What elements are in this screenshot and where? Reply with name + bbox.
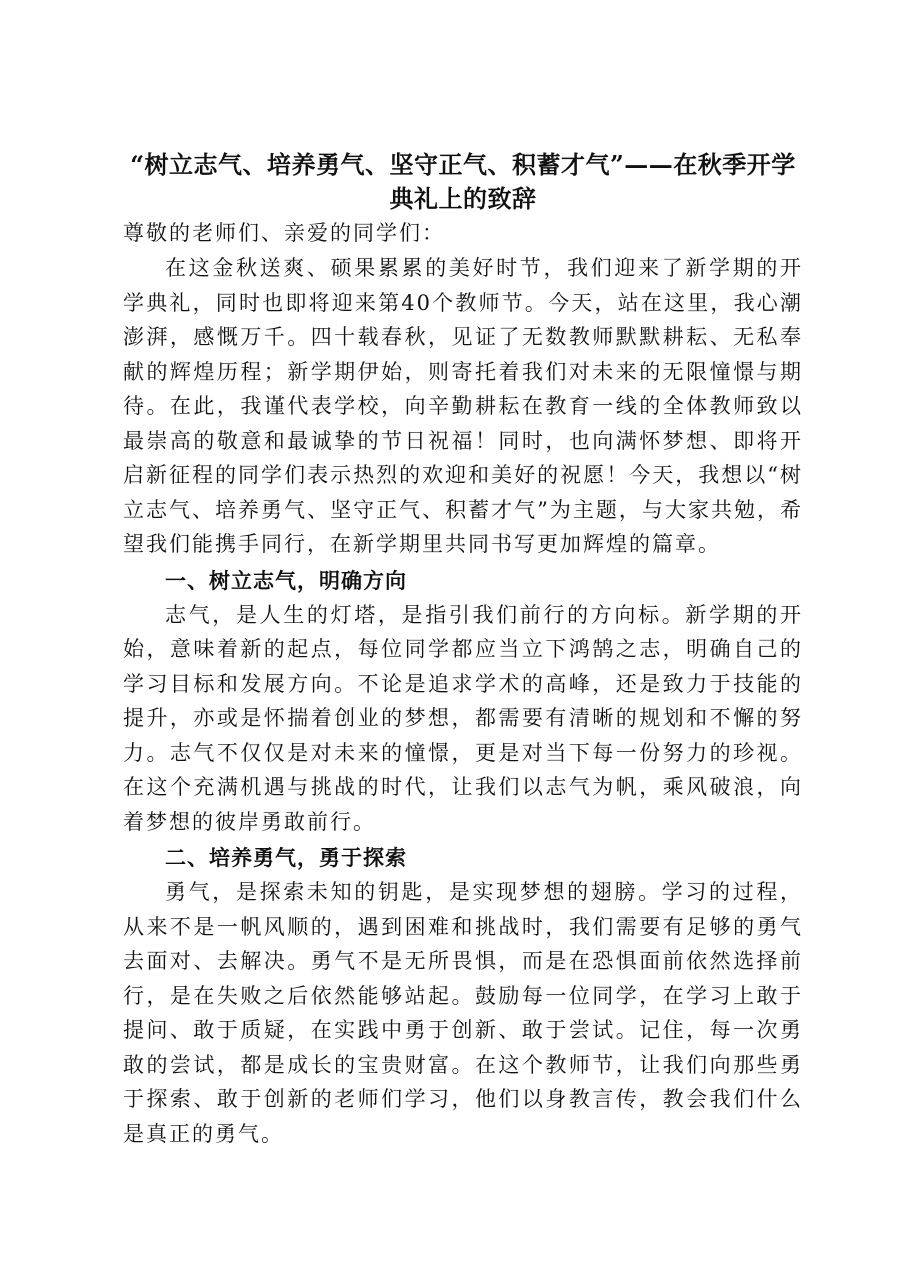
section-heading-2: 二、培养勇气，勇于探索 [165, 846, 407, 870]
section-2-paragraph: 勇气，是探索未知的钥匙，是实现梦想的翅膀。学习的过程，从来不是一帆风顺的，遇到困难和挑战时，我们需要有足够的勇气去面对、去解决。勇气不是无所畏惧，而是在恐惧面前依然选择前行，是在失败之后依然能够站起。鼓励每一位同学，在学习上敢于提问、敢于质疑，在实践中勇于创新、敢于尝试。记住，每一次勇敢的尝试，都是成长的宝贵财富。在这个教师节，让我们向那些勇于探索、敢于创新的老师们学习，他们以身教言传，教会我们什么是真正的勇气。 [123, 880, 803, 1146]
document-title: “树立志气、培养勇气、坚守正气、积蓄才气”——在秋季开学典礼上的致辞 [130, 150, 796, 213]
section-heading-1: 一、树立志气，明确方向 [165, 568, 407, 593]
intro-paragraph: 在这金秋送爽、硕果累累的美好时节，我们迎来了新学期的开学典礼，同时也即将迎来第40个教师节。今天，站在这里，我心潮澎湃，感慨万千。四十载春秋，见证了无数教师默默耕耘、无私奉献的辉煌历程；新学期伊始，则寄托着我们对未来的无限憧憬与期待。在此，我谨代表学校，向辛勤耕耘在教育一线的全体教师致以最崇高的敬意和最诚挚的节日祝福！同时，也向满怀梦想、即将开启新征程的同学们表示热烈的欢迎和美好的祝愿！今天，我想以“树立志气、培养勇气、坚守正气、积蓄才气”为主题，与大家共勉，希望我们能携手同行，在新学期里共同书写更加辉煌的篇章。 [123, 256, 803, 556]
document-body [123, 148, 803, 1151]
section-1-paragraph: 志气，是人生的灯塔，是指引我们前行的方向标。新学期的开始，意味着新的起点，每位同学都应当立下鸿鹄之志，明确自己的学习目标和发展方向。不论是追求学术的高峰，还是致力于技能的提升，亦或是怀揣着创业的梦想，都需要有清晰的规划和不懈的努力。志气不仅仅是对未来的憧憬，更是对当下每一份努力的珍视。在这个充满机遇与挑战的时代，让我们以志气为帆，乘风破浪，向着梦想的彼岸勇敢前行。 [123, 602, 803, 834]
salutation: 尊敬的老师们、亲爱的同学们： [123, 221, 445, 245]
